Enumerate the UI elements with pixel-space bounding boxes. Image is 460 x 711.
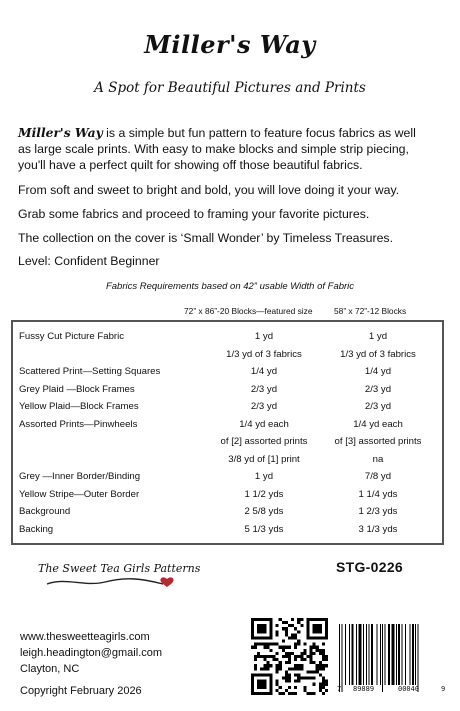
requirement-item: Grey —Inner Border/Binding <box>19 471 141 482</box>
requirement-row <box>13 503 442 520</box>
brand-name: The Sweet Tea Girls Patterns <box>38 562 201 575</box>
requirement-item: Background <box>19 506 71 517</box>
requirement-small-qty: 2/3 yd <box>364 383 392 395</box>
requirement-large-qty: 2/3 yd <box>250 401 278 412</box>
paragraph-level: Level: Confident Beginner <box>18 254 160 268</box>
brand-swirl-icon <box>45 575 185 589</box>
requirement-small-qty: 1 2/3 yds <box>358 506 398 517</box>
pattern-subtitle: A Spot for Beautiful Pictures and Prints <box>94 80 366 96</box>
requirement-large-qty: 1 yd <box>254 471 274 482</box>
requirement-large-qty: 5 1/3 yds <box>244 523 284 535</box>
requirement-row <box>13 398 442 415</box>
requirement-large-qty: 2 5/8 yds <box>244 506 284 517</box>
requirement-item: Fussy Cut Picture Fabric <box>19 331 125 342</box>
requirement-item: Yellow Plaid—Block Frames <box>19 401 139 412</box>
requirement-large-qty: 1/3 yd of 3 fabrics <box>226 348 302 360</box>
requirement-item: Grey Plaid —Block Frames <box>19 383 135 395</box>
requirement-row <box>13 433 442 450</box>
requirement-large-qty: 3/8 yd of [1] print <box>228 453 300 465</box>
qr-code-icon <box>251 617 328 696</box>
intro-line-3: you'll have a perfect quilt for showing off those beautiful fabrics. <box>18 158 363 172</box>
requirement-item: Assorted Prints—Pinwheels <box>19 418 138 430</box>
location: Clayton, NC <box>20 663 80 675</box>
pattern-title: Miller's Way <box>144 30 316 59</box>
column-header-small: 58” x 72”-12 Blocks <box>334 306 407 316</box>
requirement-small-qty: 2/3 yd <box>364 401 392 412</box>
requirement-large-qty: of [2] assorted prints <box>220 436 308 447</box>
pattern-code: STG-0226 <box>336 559 403 575</box>
requirement-row <box>13 363 442 380</box>
intro-paragraph <box>18 125 448 173</box>
column-header-large: 72” x 86”-20 Blocks—featured size <box>184 306 313 316</box>
requirement-row <box>13 521 442 538</box>
email-link[interactable]: leigh.headington@gmail.com <box>20 647 163 659</box>
requirement-row <box>13 381 442 398</box>
requirement-row <box>13 328 442 345</box>
barcode-digits-left: 89889 <box>353 685 375 693</box>
requirement-row <box>13 468 442 485</box>
requirement-small-qty: 1 yd <box>368 331 388 342</box>
requirement-small-qty: 7/8 yd <box>364 471 392 482</box>
requirement-large-qty: 1 yd <box>254 331 274 342</box>
requirement-small-qty: 1 1/4 yds <box>358 488 398 500</box>
requirement-large-qty: 2/3 yd <box>250 383 278 395</box>
barcode-icon <box>336 624 448 692</box>
paragraph-fabrics: Grab some fabrics and proceed to framing your favorite pictures. <box>18 207 370 221</box>
requirement-small-qty: 1/4 yd each <box>353 418 403 430</box>
paragraph-style: From soft and sweet to bright and bold, you will love doing it your way. <box>18 183 400 197</box>
intro-line-2: as large scale prints. With easy to make blocks and simple strip piecing, <box>18 142 409 156</box>
requirement-item: Scattered Print—Setting Squares <box>19 366 161 377</box>
website-link[interactable]: www.thesweetteagirls.com <box>20 631 150 643</box>
requirement-large-qty: 1/4 yd <box>250 366 278 377</box>
intro-pattern-name: Miller's Way <box>18 125 103 140</box>
intro-line-1: is a simple but fun pattern to feature focus fabrics as well <box>102 126 416 140</box>
requirement-item: Backing <box>19 523 54 535</box>
requirement-small-qty: of [3] assorted prints <box>334 436 422 447</box>
requirement-row <box>13 486 442 503</box>
paragraph-collection: The collection on the cover is ‘Small Wonder’ by Timeless Treasures. <box>18 231 393 245</box>
requirement-row <box>13 346 442 363</box>
requirement-row <box>13 451 442 468</box>
requirement-row <box>13 416 442 433</box>
fabric-requirements-note: Fabrics Requirements based on 42” usable Width of Fabric <box>105 281 355 292</box>
requirements-table <box>11 320 444 545</box>
requirement-item: Yellow Stripe—Outer Border <box>19 488 140 500</box>
requirement-large-qty: 1/4 yd each <box>239 418 289 430</box>
barcode-digits-right: 00040 <box>398 685 420 693</box>
barcode-digit-check: 9 <box>441 685 446 693</box>
copyright: Copyright February 2026 <box>20 685 142 697</box>
requirement-small-qty: na <box>372 453 384 465</box>
requirement-small-qty: 1/3 yd of 3 fabrics <box>340 348 416 360</box>
requirement-large-qty: 1 1/2 yds <box>244 488 284 500</box>
requirement-small-qty: 1/4 yd <box>364 366 392 377</box>
barcode-digit-lead: 7 <box>337 685 342 693</box>
requirement-small-qty: 3 1/3 yds <box>358 523 398 535</box>
